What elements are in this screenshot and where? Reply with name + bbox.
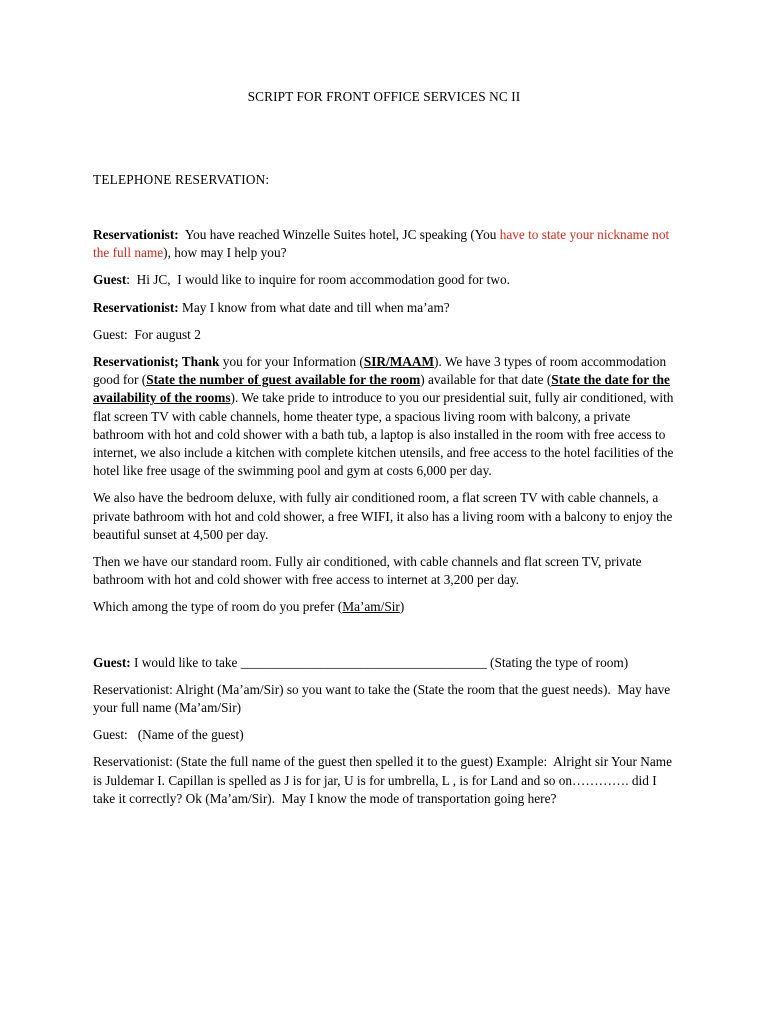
paragraph-text: ). We take pride to introduce to you our presidential suit, fully air conditioned, with flat screen TV with cable channels, home theater type, a spacious living room with balcony, a private bathroom with hot and cold shower with a bath tub, a laptop is also installed in the room with free access to internet, we also include a kitchen with complete kitchen utensils, and free access to the hotel facilities of the hotel like free usage of the swimming pool and gym at costs 6,000 per day. xyxy=(93,390,674,479)
paragraph-text: ) available for that date ( xyxy=(420,372,552,388)
paragraph-text: Guest: (Name of the guest) xyxy=(93,727,244,743)
paragraph-text: I would like to take xyxy=(130,654,241,670)
paragraph-reservationist-date-question xyxy=(93,299,675,317)
paragraph-text: Guest: For august 2 xyxy=(93,326,201,342)
speaker-label: Reservationist: xyxy=(93,299,179,315)
paragraph-text: We also have the bedroom deluxe, with fully air conditioned room, a flat screen TV with cable channels, a private bathroom with hot and cold shower, a free WIFI, it also has a living room with a balcony to enjoy the beautiful sunset at 4,500 per day. xyxy=(93,490,673,542)
paragraph-reservationist-spelling xyxy=(93,753,675,808)
paragraph-text: May I know from what date and till when ma’am? xyxy=(178,299,450,315)
paragraph-bedroom-deluxe xyxy=(93,489,675,544)
bold-underlined-text: State the number of guest available for the room xyxy=(146,372,421,388)
section-heading: TELEPHONE RESERVATION: xyxy=(93,172,270,187)
paragraph-guest-inquiry xyxy=(93,271,675,289)
speaker-label: Guest: xyxy=(93,654,131,670)
paragraph-text: Then we have our standard room. Fully air conditioned, with cable channels and flat screen TV, private bathroom with hot and cold shower with free access to internet at 3,200 per day. xyxy=(93,554,642,588)
paragraph-reservationist-greeting xyxy=(93,226,675,262)
bold-underlined-text: SIR/MAAM xyxy=(363,354,435,370)
paragraph-reservationist-full-name xyxy=(93,681,675,717)
paragraph-text: you for your Information ( xyxy=(219,354,364,370)
paragraph-guest-room-choice xyxy=(93,654,675,672)
paragraph-text: Reservationist: Alright (Ma’am/Sir) so you want to take the (State the room that the guest needs). May have your full name (Ma’am/Sir) xyxy=(93,681,674,716)
red-instruction-text: have to state your nickname not the full name xyxy=(93,227,670,261)
speaker-label: Guest xyxy=(93,272,127,288)
bold-underlined-text: State the date for the availability of the rooms xyxy=(93,372,670,406)
paragraph-text: ) xyxy=(399,599,405,615)
paragraph-standard-room xyxy=(93,553,675,589)
paragraph-text: ). We have 3 types of room accommodation good for ( xyxy=(93,354,667,388)
paragraph-text: : Hi JC, I would like to inquire for room accommodation good for two. xyxy=(126,272,510,288)
paragraph-guest-name xyxy=(93,726,675,744)
paragraph-text: (Stating the type of room) xyxy=(486,654,629,670)
paragraph-text: Which among the type of room do you prefer ( xyxy=(93,599,343,615)
paragraph-text: You have reached Winzelle Suites hotel, JC speaking (You xyxy=(178,227,500,242)
fill-in-blank: _____________________________________ xyxy=(240,654,487,670)
paragraph-guest-date xyxy=(93,326,675,344)
underlined-text: Ma’am/Sir xyxy=(342,599,400,615)
paragraph-text: Reservationist: (State the full name of the guest then spelled it to the guest) Example: Alright sir Your Name is Juldemar I. Capillan is spelled as J is for jar, U is for umbrella, L , is for Land and so on…………. did I take it correctly? Ok (Ma’am/Sir). May I know the mode of transportation going here? xyxy=(93,754,676,806)
paragraph-presidential-suite xyxy=(93,353,675,480)
script-body xyxy=(93,226,675,817)
speaker-label: Reservationist: xyxy=(93,227,179,242)
paragraph-room-preference xyxy=(93,598,675,616)
speaker-label: Reservationist; Thank xyxy=(93,354,220,370)
document-title: SCRIPT FOR FRONT OFFICE SERVICES NC II xyxy=(247,89,521,104)
paragraph-text: ), how may I help you? xyxy=(163,245,287,261)
